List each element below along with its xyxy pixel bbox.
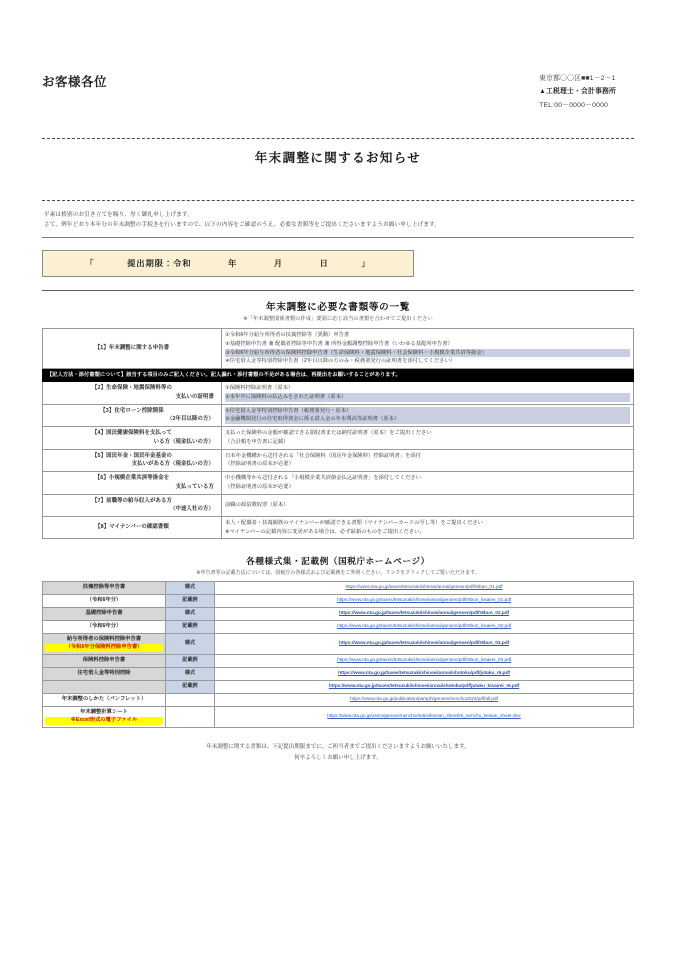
link-kind-badge xyxy=(166,706,215,727)
category-label-line-1: 【8】マイナンバーの確認書類 xyxy=(95,524,169,531)
document-detail-cell xyxy=(222,494,634,517)
notice-banner-text: 【記入方法・添付書類について】該当する項目のみご記入ください。記入漏れ・添付書類の不足がある場合は、再提出をお願いすることがあります。 xyxy=(43,368,634,381)
link-form-name-secondary: ※Excel形式の電子ファイル xyxy=(45,717,163,725)
reference-link[interactable]: https://www.nta.go.jp/users/gensen/nencho/index/keisan_sheet/r6_nencho_keisan_sheet.xlsx xyxy=(327,713,521,719)
table-row xyxy=(43,329,634,368)
deadline-box xyxy=(42,250,414,277)
table-row xyxy=(43,517,634,539)
document-category-label xyxy=(43,494,222,517)
link-url-cell xyxy=(215,706,634,727)
links-section-subheading: ※申告書等の記載方法については、国税庁の各様式および記載例をご参照ください。リンクをクリックしてご覧いただけます。 xyxy=(196,570,480,577)
intro-line-2: さて、例年どおり本年分の年末調整の手続きを行いますので、以下の内容をご確認のうえ、必要な書類等をご提出くださいますようお願い申し上げます。 xyxy=(44,222,440,229)
link-form-name: （令和6年分） xyxy=(43,621,166,634)
deadline-label: 提出期限：令和 xyxy=(127,259,192,269)
document-detail-line: 日本年金機構から送付される「社会保険料（国民年金保険料）控除証明書」を添付 xyxy=(225,452,421,459)
document-detail-cell xyxy=(222,449,634,472)
footer-line-2: 何卒よろしくお願い申し上げます。 xyxy=(294,754,382,761)
document-detail-line: ②金融機関発行の住宅取得資金に係る借入金の年末残高等証明書（原本） xyxy=(225,415,630,424)
link-form-name-secondary: （令和6年分保険料控除申告書） xyxy=(45,644,163,652)
table-row xyxy=(43,404,634,427)
link-form-name: （令和6年分） xyxy=(43,595,166,608)
deadline-month-unit: 月 xyxy=(273,259,284,269)
link-form-name: 住宅借入金等特別控除 xyxy=(43,667,166,680)
link-url-cell xyxy=(215,693,634,706)
link-kind-badge: 様式 xyxy=(166,608,215,621)
link-kind-badge: 記載例 xyxy=(166,621,215,634)
link-form-name: 保険料控除申告書 xyxy=(43,654,166,667)
intro-line-1: 平素は格別のお引き立てを賜り、厚く御礼申し上げます。 xyxy=(44,211,193,218)
category-label-line-2: （中途入社の方） xyxy=(170,506,214,513)
page-title: 年末調整に関するお知らせ xyxy=(254,150,422,165)
table-row xyxy=(43,427,634,450)
link-form-name xyxy=(43,680,166,693)
footer-note xyxy=(42,728,634,765)
links-section-heading: 各種様式集・記載例（国税庁ホームページ） xyxy=(246,556,430,567)
category-label-line-2: 支払いがある方（現金払いの方） xyxy=(131,461,214,468)
link-url-cell xyxy=(215,634,634,655)
addressee: お客様各位 xyxy=(42,75,108,89)
category-label-line-1: 【6】小規模企業共済等掛金を xyxy=(94,475,170,482)
link-url-cell xyxy=(215,667,634,680)
document-detail-line: 前職の源泉徴収票（原本） xyxy=(225,502,289,509)
link-form-name: 扶養控除等申告書 xyxy=(43,582,166,595)
link-form-name-primary: 年末調整計算シート xyxy=(80,708,128,715)
reference-link[interactable]: https://www.nta.go.jp/publication/pamph/gensen/nencho2024/pdf/all.pdf xyxy=(350,696,498,702)
list-item xyxy=(43,621,634,634)
deadline-section xyxy=(42,238,634,277)
document-category-label xyxy=(43,329,222,368)
notice-banner-row xyxy=(43,368,634,381)
link-url-cell xyxy=(215,654,634,667)
document-detail-line: ④住宅借入金等特別控除申告書（2年目以降の方のみ・税務署発行の証明書を添付してください） xyxy=(225,358,456,365)
link-kind-badge: 記載例 xyxy=(166,680,215,693)
sender-address: 東京都〇〇区■■1－2－1 xyxy=(539,75,616,82)
required-documents-table xyxy=(42,328,634,539)
document-detail-cell xyxy=(222,329,634,368)
document-detail-line: （合計額を申告書に記載） xyxy=(225,438,289,445)
intro-paragraph xyxy=(42,201,634,231)
document-detail-line: ①保険料控除証明書（原本） xyxy=(225,385,294,392)
reference-link[interactable]: https://www.nta.go.jp/taxes/tetsuzuki/shinsei/annai/gensen/pdf/r6bun_kisairei_02.pdf xyxy=(336,624,512,630)
document-detail-cell xyxy=(222,472,634,495)
table-row xyxy=(43,494,634,517)
table-row xyxy=(43,449,634,472)
category-label-line-2: 支払っている方 xyxy=(175,483,214,490)
category-label-line-1: 【2】生命保険・地震保険料等の xyxy=(92,385,172,392)
list-item xyxy=(43,595,634,608)
docs-section-subheading: ※「年末調整関係書類の作成」要領に応じ該当の書類を合わせてご提出ください xyxy=(243,316,433,323)
document-detail-line: （控除証明書の原本が必要） xyxy=(225,461,294,468)
deadline-open-bracket: 「 xyxy=(85,259,95,269)
document-detail-line: ②基礎控除申告書 兼 配偶者控除等申告書 兼 所得金額調整控除申告書（いわゆる基配所申告書） xyxy=(225,341,453,348)
footer-line-1: 年末調整に関する書類は、下記提出期限までに、ご担当者までご提出くださいますようお願いいたします。 xyxy=(206,743,470,750)
sender-tel: TEL:00－0000－0000 xyxy=(539,101,609,109)
table-row xyxy=(43,382,634,405)
document-detail-line: 本人・配偶者・扶養親族のマイナンバーが確認できる書類（マイナンバーカードの写し等）をご提出ください xyxy=(225,520,483,527)
document-category-label xyxy=(43,472,222,495)
document-detail-cell xyxy=(222,404,634,427)
document-category-label xyxy=(43,517,222,539)
docs-section-heading: 年末調整に必要な書類等の一覧 xyxy=(265,302,411,314)
sender-company: ▲工税理士・会計事務所 xyxy=(539,88,616,96)
reference-link[interactable]: https://www.nta.go.jp/taxes/tetsuzuki/shinsei/annai/gensen/pdf/r6bun_kisairei_03.pdf xyxy=(336,657,512,663)
reference-link[interactable]: https://www.nta.go.jp/taxes/tetsuzuki/shinsei/annai/shotoku/pdf/jutaku_kisairei_r6.pdf xyxy=(328,683,520,689)
link-form-name xyxy=(43,634,166,655)
deadline-close-bracket: 」 xyxy=(361,259,371,269)
document-category-label xyxy=(43,404,222,427)
document-detail-cell xyxy=(222,382,634,405)
document-detail-line: ②本年中に保険料の払込みをされた証明書（原本） xyxy=(225,393,630,402)
list-item xyxy=(43,634,634,655)
document-category-label xyxy=(43,382,222,405)
category-label-line-2: 支払いの証明書 xyxy=(175,393,214,400)
link-url-cell xyxy=(215,621,634,634)
reference-link[interactable]: https://www.nta.go.jp/taxes/tetsuzuki/shinsei/annai/gensen/pdf/r6bun_01.pdf xyxy=(345,585,503,591)
document-detail-cell xyxy=(222,517,634,539)
reference-link[interactable]: https://www.nta.go.jp/taxes/tetsuzuki/shinsei/annai/gensen/pdf/r6bun_03.pdf xyxy=(338,641,510,647)
link-kind-badge: 記載例 xyxy=(166,654,215,667)
link-url-cell xyxy=(215,680,634,693)
reference-links-table xyxy=(42,581,634,727)
reference-link[interactable]: https://www.nta.go.jp/taxes/tetsuzuki/shinsei/annai/gensen/pdf/r6bun_kisairei_01.pdf xyxy=(336,598,512,604)
list-item xyxy=(43,667,634,680)
link-kind-badge: 記載例 xyxy=(166,595,215,608)
link-kind-badge: 様式 xyxy=(166,634,215,655)
sender-block xyxy=(539,72,634,112)
category-label-line-1: 【1】年末調整に関する申告書 xyxy=(94,345,170,352)
list-item xyxy=(43,693,634,706)
category-label-line-1: 【4】国民健康保険料を支払って xyxy=(92,430,172,437)
list-item xyxy=(43,706,634,727)
letter-header xyxy=(42,0,634,112)
document-detail-line: 支払った保険料の金額が確認できる領収書または納付証明書（原本）をご提出ください xyxy=(225,430,432,437)
list-item xyxy=(43,582,634,595)
reference-link[interactable]: https://www.nta.go.jp/taxes/tetsuzuki/shinsei/annai/shotoku/pdf/jutaku_r6.pdf xyxy=(338,670,510,676)
list-item xyxy=(43,608,634,621)
link-url-cell xyxy=(215,582,634,595)
document-detail-line: ③令和6年分給与所得者の保険料控除申告書（生命保険料・地震保険料・社会保険料・小規模企業共済等掛金） xyxy=(225,349,630,358)
link-form-name xyxy=(43,706,166,727)
document-detail-line: ①令和6年分給与所得者の扶養控除等（異動）申告書 xyxy=(225,332,350,339)
reference-link[interactable]: https://www.nta.go.jp/taxes/tetsuzuki/shinsei/annai/gensen/pdf/r6bun_02.pdf xyxy=(338,611,510,617)
link-kind-badge: 様式 xyxy=(166,582,215,595)
link-url-cell xyxy=(215,608,634,621)
deadline-day-unit: 日 xyxy=(319,259,329,269)
list-item xyxy=(43,680,634,693)
table-row xyxy=(43,472,634,495)
list-item xyxy=(43,654,634,667)
link-form-name-primary: 給与所得者の保険料控除申告書 xyxy=(66,636,142,643)
document-detail-line: （控除証明書の原本が必要） xyxy=(225,483,294,490)
link-kind-badge: 様式 xyxy=(166,667,215,680)
document-detail-line: 中小機構等から送付される「小規模企業共済掛金払込証明書」を添付してください xyxy=(225,475,421,482)
document-category-label xyxy=(43,449,222,472)
link-form-name: 基礎控除申告書 xyxy=(43,608,166,621)
document-detail-cell xyxy=(222,427,634,450)
deadline-year-unit: 年 xyxy=(228,259,238,269)
document-detail-line: ※マイナンバーの記載内容に変更がある場合は、必ず最新のものをご提出ください。 xyxy=(225,528,425,535)
link-form-name: 年末調整のしかた（パンフレット） xyxy=(43,693,166,706)
category-label-line-2: （2年目以降の方） xyxy=(166,416,214,423)
category-label-line-1: 【7】前職等の給与収入がある方 xyxy=(92,497,172,504)
link-url-cell xyxy=(215,595,634,608)
link-kind-badge xyxy=(166,693,215,706)
category-label-line-1: 【3】住宅ローン控除関係 xyxy=(100,407,164,414)
document-category-label xyxy=(43,427,222,450)
document-detail-line: ①住宅借入金等特別控除申告書（税務署発行・原本） xyxy=(225,407,630,416)
category-label-line-1: 【5】国民年金・国民年金基金の xyxy=(92,452,172,459)
category-label-line-2: いる方（現金払いの方） xyxy=(153,438,214,445)
